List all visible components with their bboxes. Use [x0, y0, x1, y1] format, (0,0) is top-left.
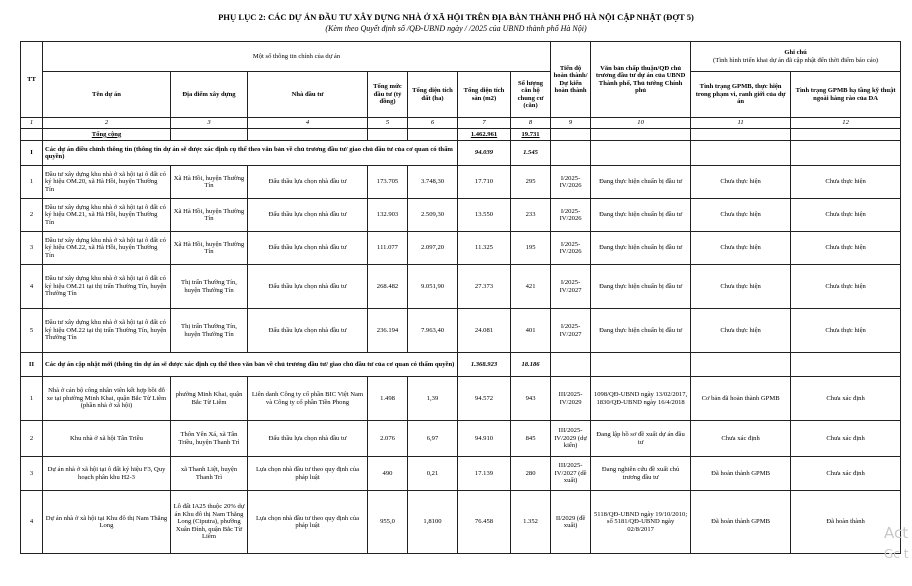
project-schedule: I/2025-IV/2027 — [551, 309, 591, 353]
project-schedule: I/2025-IV/2026 — [551, 166, 591, 199]
header-approval: Văn bản chấp thuận/QĐ chủ trương đầu tư dự án của UBND Thành phố, Thủ tướng Chính phủ — [591, 42, 691, 118]
table-row — [21, 457, 901, 491]
row-number: 1 — [21, 166, 43, 199]
project-location: Thị trấn Thường Tín, huyện Thường Tín — [171, 265, 248, 309]
project-approval: Đang thực hiện chuẩn bị đầu tư — [591, 232, 691, 265]
header-gpmb: Tình trạng GPMB, thực hiện trong phạm vi, ranh giới của dự án — [691, 72, 791, 118]
project-name: Nhà ở cán bộ công nhân viên kết hợp bồi đỗ xe tại phường Minh Khai, quận Bắc Từ Liêm (phần nhà ở xã hội) — [43, 377, 171, 421]
project-units: 233 — [511, 199, 551, 232]
project-capital: 490 — [368, 457, 408, 491]
project-infra: Chưa thực hiện — [791, 265, 901, 309]
header-floor: Tổng diện tích sàn (m2) — [458, 72, 511, 118]
section-number: II — [21, 353, 43, 377]
header-land: Tổng diện tích đất (ha) — [408, 72, 458, 118]
project-location: Thị trấn Thường Tín, huyện Thường Tín — [171, 309, 248, 353]
row-number: 2 — [21, 421, 43, 457]
project-gpmb: Chưa thực hiện — [691, 199, 791, 232]
col-number: 4 — [248, 118, 368, 129]
project-infra: Chưa thực hiện — [791, 232, 901, 265]
project-infra: Chưa thực hiện — [791, 309, 901, 353]
row-number: 5 — [21, 309, 43, 353]
project-infra: Đã hoàn thành — [791, 491, 901, 554]
project-investor: Đấu thầu lựa chọn nhà đầu tư — [248, 232, 368, 265]
project-name: Đầu tư xây dựng khu nhà ở xã hội tại ô đất có ký hiệu OM.21, xã Hà Hồi, huyện Thường Tín — [43, 199, 171, 232]
total-label: Tổng cộng — [43, 129, 171, 141]
project-schedule: II/2029 (đề xuất) — [551, 491, 591, 554]
project-approval: Đang thực hiện chuẩn bị đầu tư — [591, 265, 691, 309]
section-row — [21, 353, 901, 377]
header-row-group — [21, 42, 901, 72]
project-units: 280 — [511, 457, 551, 491]
row-number: 2 — [21, 199, 43, 232]
project-land: 6,97 — [408, 421, 458, 457]
table-row — [21, 491, 901, 554]
project-approval: 5118/QĐ-UBND ngày 19/10/2010; số 5181/QĐ-UBND ngày 02/8/2017 — [591, 491, 691, 554]
project-investor: Đấu thầu lựa chọn nhà đầu tư — [248, 309, 368, 353]
table-row — [21, 377, 901, 421]
project-name: Dự án nhà ở xã hội tại ô đất ký hiệu F3, Quy hoạch phân khu H2-3 — [43, 457, 171, 491]
section-label: Các dự án cập nhật mới (thông tin dự án sẽ được xác định cụ thể theo văn bản về chủ trương đầu tư/ giao chủ đầu tư của cơ quan có thẩm quyền) — [43, 353, 458, 377]
header-row-columns — [21, 72, 901, 118]
document-subtitle: (Kèm theo Quyết định số /QĐ-UBND ngày / /2025 của UBND thành phố Hà Nội) — [325, 24, 587, 33]
project-location: xã Thanh Liệt, huyện Thanh Trì — [171, 457, 248, 491]
project-approval: Đang thực hiện chuẩn bị đầu tư — [591, 166, 691, 199]
project-investor: Lựa chọn nhà đầu tư theo quy định của pháp luật — [248, 457, 368, 491]
total-floor: 1.462.961 — [458, 129, 511, 141]
col-number: 9 — [551, 118, 591, 129]
row-number: 4 — [21, 265, 43, 309]
project-approval: Đang thực hiện chuẩn bị đầu tư — [591, 309, 691, 353]
project-units: 421 — [511, 265, 551, 309]
project-land: 1,8100 — [408, 491, 458, 554]
project-capital: 132.903 — [368, 199, 408, 232]
project-name: Đầu tư xây dựng khu nhà ở xã hội tại ô đất có ký hiệu OM.22 tại thị trấn Thường Tín, huyện Thường Tín — [43, 309, 171, 353]
project-floor: 24.081 — [458, 309, 511, 353]
col-number: 10 — [591, 118, 691, 129]
project-approval: Đang lập hồ sơ đề xuất dự án đầu tư — [591, 421, 691, 457]
section-units: 18.186 — [511, 353, 551, 377]
col-number: 5 — [368, 118, 408, 129]
header-schedule: Tiến độ hoàn thành/ Dự kiến hoàn thành — [551, 42, 591, 118]
project-location: Thôn Yên Xá, xã Tân Triều, huyện Thanh Trì — [171, 421, 248, 457]
project-infra: Chưa thực hiện — [791, 166, 901, 199]
header-tt: TT — [21, 42, 43, 118]
project-gpmb: Chưa thực hiện — [691, 232, 791, 265]
col-number: 2 — [43, 118, 171, 129]
project-name: Đầu tư xây dựng khu nhà ở xã hội tại ô đất có ký hiệu OM.21 tại thị trấn Thường Tín, huyện Thường Tín — [43, 265, 171, 309]
project-land: 3.748,30 — [408, 166, 458, 199]
project-investor: Đấu thầu lựa chọn nhà đầu tư — [248, 166, 368, 199]
section-units: 1.545 — [511, 141, 551, 166]
project-capital: 1.498 — [368, 377, 408, 421]
project-location: Xã Hà Hồi, huyện Thường Tín — [171, 232, 248, 265]
header-note-group — [691, 42, 901, 72]
project-infra: Chưa xác định — [791, 457, 901, 491]
project-capital: 955,0 — [368, 491, 408, 554]
table-row — [21, 265, 901, 309]
project-units: 943 — [511, 377, 551, 421]
project-units: 1.352 — [511, 491, 551, 554]
row-number: 3 — [21, 232, 43, 265]
project-schedule: I/2025-IV/2026 — [551, 199, 591, 232]
project-land: 1,39 — [408, 377, 458, 421]
total-row — [21, 129, 901, 141]
header-name: Tên dự án — [43, 72, 171, 118]
header-location: Địa điểm xây dựng — [171, 72, 248, 118]
project-approval: Đang thực hiện chuẩn bị đầu tư — [591, 199, 691, 232]
project-capital: 236.194 — [368, 309, 408, 353]
project-approval: Đang nghiên cứu đề xuất chủ trương đầu tư — [591, 457, 691, 491]
col-number: 3 — [171, 118, 248, 129]
project-investor: Liên danh Công ty cổ phần BIC Việt Nam và Công ty cổ phần Tiền Phong — [248, 377, 368, 421]
projects-table — [20, 41, 901, 554]
project-land: 2.097,20 — [408, 232, 458, 265]
col-number: 6 — [408, 118, 458, 129]
project-name: Đầu tư xây dựng khu nhà ở xã hội tại ô đất có ký hiệu OM.22, xã Hà Hồi, huyện Thường Tín — [43, 232, 171, 265]
project-schedule: III/2025-IV/2029 (dự kiến) — [551, 421, 591, 457]
section-label: Các dự án điều chỉnh thông tin (thông tin dự án sẽ được xác định cụ thể theo văn bản về chủ trương đầu tư/ giao chủ đầu tư của cơ quan có thẩm quyền) — [43, 141, 458, 166]
project-land: 2.509,30 — [408, 199, 458, 232]
header-note-sub: (Tình hình triển khai dự án đã cập nhật đến thời điểm báo cáo) — [713, 56, 879, 64]
project-capital: 268.482 — [368, 265, 408, 309]
row-number: 1 — [21, 377, 43, 421]
col-number: 8 — [511, 118, 551, 129]
row-number: 3 — [21, 457, 43, 491]
project-approval: 1098/QĐ-UBND ngày 13/02/2017, 1830/QĐ-UBND ngày 16/4/2018 — [591, 377, 691, 421]
project-gpmb: Đã hoàn thành GPMB — [691, 457, 791, 491]
project-land: 0,21 — [408, 457, 458, 491]
project-location: Lô đất IA25 thuộc 20% dự án Khu đô thị Nam Thăng Long (Ciputra), phường Xuân Đỉnh, quận Bắc Từ Liêm — [171, 491, 248, 554]
header-row-numbers — [21, 118, 901, 129]
table-row — [21, 421, 901, 457]
project-capital: 2.076 — [368, 421, 408, 457]
header-capital: Tổng mức đầu tư (tỷ đồng) — [368, 72, 408, 118]
header-note-title: Ghi chú — [784, 49, 807, 57]
project-location: Xã Hà Hồi, huyện Thường Tín — [171, 199, 248, 232]
project-name: Khu nhà ở xã hội Tân Triều — [43, 421, 171, 457]
header-units: Số lượng căn hộ chung cư (căn) — [511, 72, 551, 118]
col-number: 11 — [691, 118, 791, 129]
project-floor: 76.458 — [458, 491, 511, 554]
project-gpmb: Chưa xác định — [691, 421, 791, 457]
project-land: 7.963,40 — [408, 309, 458, 353]
project-floor: 94.572 — [458, 377, 511, 421]
project-capital: 173.705 — [368, 166, 408, 199]
table-row — [21, 166, 901, 199]
project-floor: 17.710 — [458, 166, 511, 199]
document-title: PHỤ LỤC 2: CÁC DỰ ÁN ĐẦU TƯ XÂY DỰNG NHÀ Ở XÃ HỘI TRÊN ĐỊA BÀN THÀNH PHỐ HÀ NỘI CẬP NHẬT (ĐỢT 5) — [218, 12, 694, 22]
project-investor: Đấu thầu lựa chọn nhà đầu tư — [248, 199, 368, 232]
section-floor: 1.368.923 — [458, 353, 511, 377]
project-infra: Chưa xác định — [791, 421, 901, 457]
project-land: 9.051,90 — [408, 265, 458, 309]
project-floor: 27.373 — [458, 265, 511, 309]
project-units: 195 — [511, 232, 551, 265]
project-units: 295 — [511, 166, 551, 199]
project-investor: Đấu thầu lựa chọn nhà đầu tư — [248, 265, 368, 309]
project-gpmb: Đã hoàn thành GPMB — [691, 491, 791, 554]
header-investor: Nhà đầu tư — [248, 72, 368, 118]
table-row — [21, 199, 901, 232]
project-units: 401 — [511, 309, 551, 353]
project-capital: 111.077 — [368, 232, 408, 265]
project-floor: 94.910 — [458, 421, 511, 457]
project-investor: Đấu thầu lựa chọn nhà đầu tư — [248, 421, 368, 457]
header-infra: Tình trạng GPMB hạ tầng kỹ thuật ngoài hàng rào của DA — [791, 72, 901, 118]
project-infra: Chưa xác định — [791, 377, 901, 421]
row-number: 4 — [21, 491, 43, 554]
project-gpmb: Chưa thực hiện — [691, 265, 791, 309]
project-gpmb: Chưa thực hiện — [691, 166, 791, 199]
col-number: 1 — [21, 118, 43, 129]
project-schedule: III/2025-IV/2027 (dề xuất) — [551, 457, 591, 491]
project-gpmb: Chưa thực hiện — [691, 309, 791, 353]
project-name: Đầu tư xây dựng khu nhà ở xã hội tại ô đất có ký hiệu OM.20, xã Hà Hồi, huyện Thường Tín — [43, 166, 171, 199]
col-number: 7 — [458, 118, 511, 129]
project-infra: Chưa thực hiện — [791, 199, 901, 232]
project-schedule: I/2025-IV/2027 — [551, 265, 591, 309]
project-gpmb: Cơ bản đã hoàn thành GPMB — [691, 377, 791, 421]
total-units: 19.731 — [511, 129, 551, 141]
section-number: I — [21, 141, 43, 166]
project-location: Xã Hà Hồi, huyện Thường Tín — [171, 166, 248, 199]
project-units: 845 — [511, 421, 551, 457]
table-row — [21, 232, 901, 265]
table-row — [21, 309, 901, 353]
project-floor: 13.550 — [458, 199, 511, 232]
project-floor: 17.139 — [458, 457, 511, 491]
project-location: phường Minh Khai, quận Bắc Từ Liêm — [171, 377, 248, 421]
project-name: Dự án nhà ở xã hội tại Khu đô thị Nam Thăng Long — [43, 491, 171, 554]
col-number: 12 — [791, 118, 901, 129]
project-schedule: I/2025-IV/2026 — [551, 232, 591, 265]
project-floor: 11.325 — [458, 232, 511, 265]
project-schedule: III/2025-IV/2029 — [551, 377, 591, 421]
header-main-group: Một số thông tin chính của dự án — [43, 42, 551, 72]
project-investor: Lựa chọn nhà đầu tư theo quy định của pháp luật — [248, 491, 368, 554]
section-floor: 94.039 — [458, 141, 511, 166]
activation-watermark-line2: Gc t — [884, 547, 909, 561]
section-row — [21, 141, 901, 166]
activation-watermark-line1: Act — [884, 524, 909, 542]
